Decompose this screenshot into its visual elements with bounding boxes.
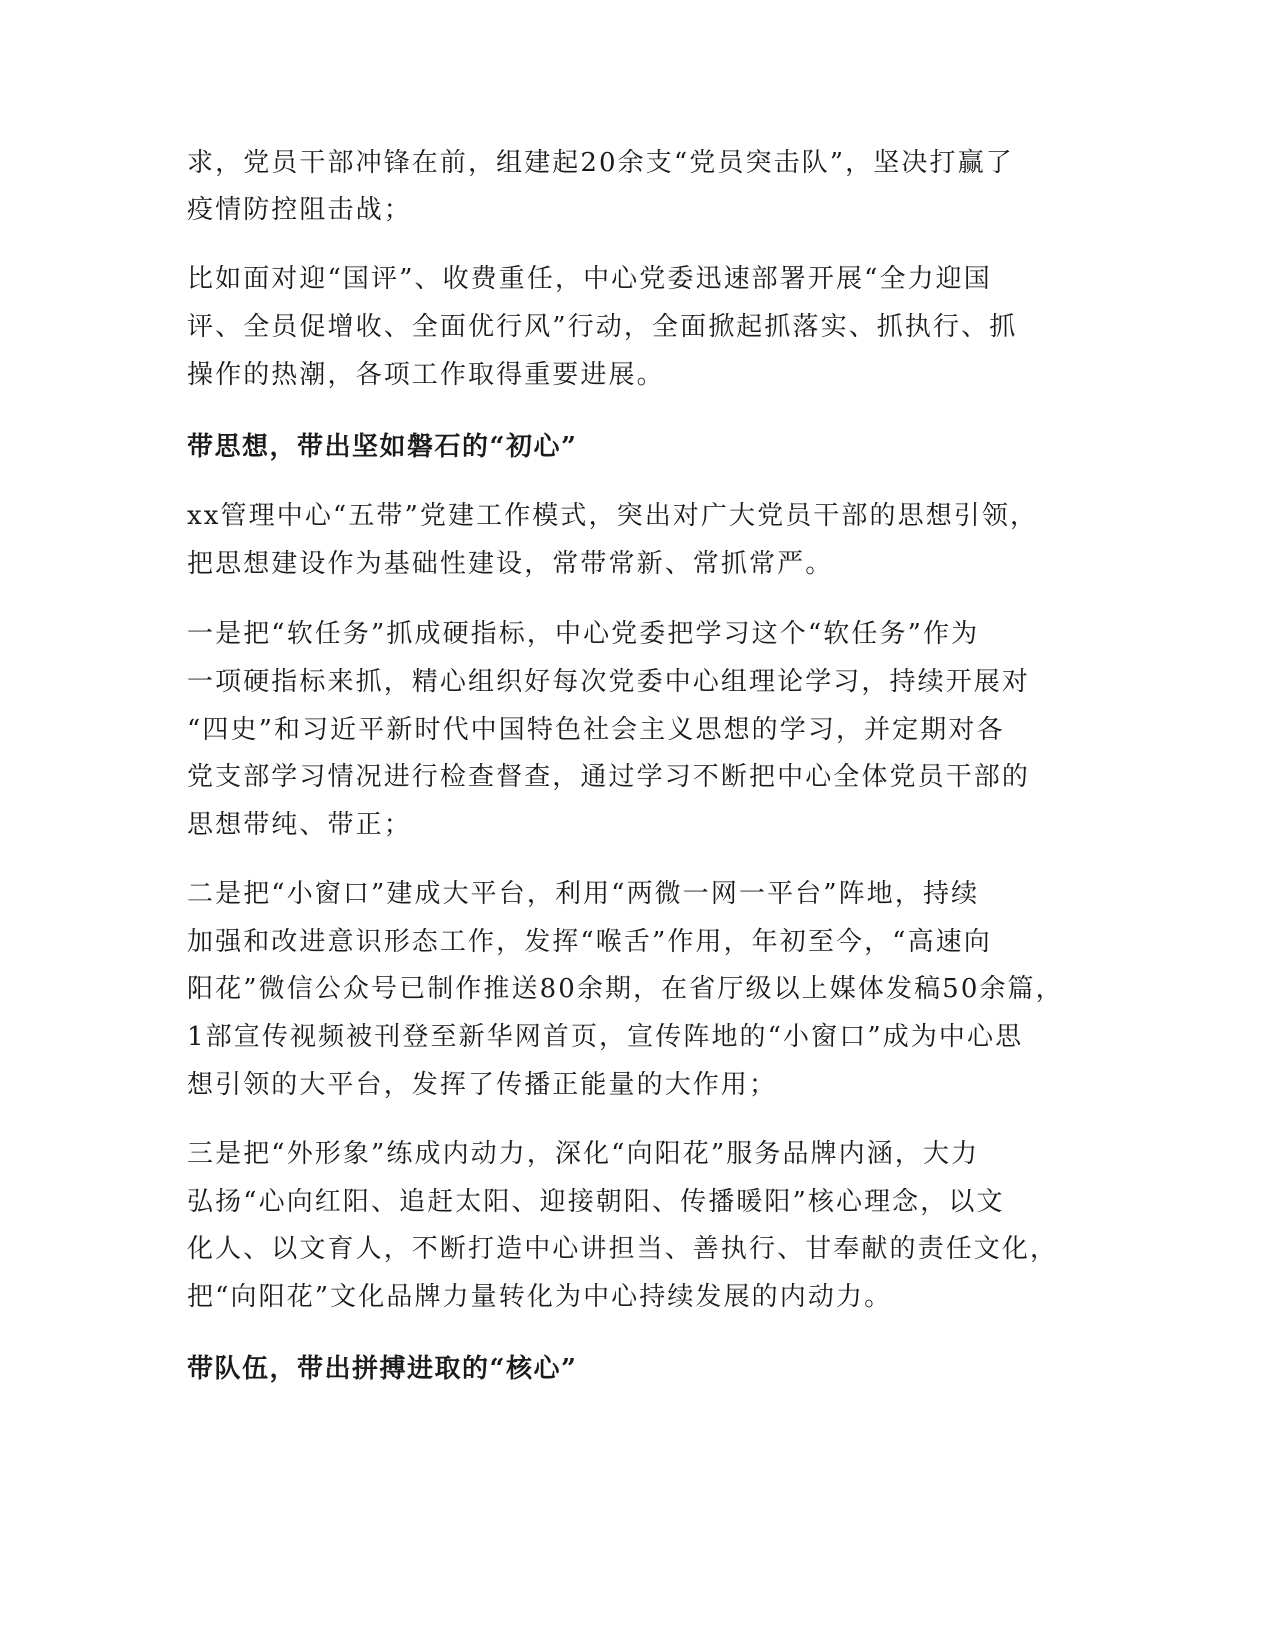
- paragraph-2-line-2: 评、全员促增收、全面优行风”行动，全面掀起抓落实、抓执行、抓: [187, 312, 1018, 342]
- paragraph-5-line-3: 阳花”微信公众号已制作推送80余期，在省厅级以上媒体发稿50余篇，: [187, 974, 1064, 1004]
- paragraph-3-line-1: xx管理中心“五带”党建工作模式，突出对广大党员干部的思想引领，: [187, 501, 1039, 531]
- paragraph-1-line-2: 疫情防控阻击战；: [187, 195, 412, 225]
- paragraph-5-line-2: 加强和改进意识形态工作，发挥“喉舌”作用，年初至今，“高速向: [187, 927, 992, 957]
- paragraph-4-line-2: 一项硬指标来抓，精心组织好每次党委中心组理论学习，持续开展对: [187, 667, 1031, 697]
- paragraph-4-line-1: 一是把“软任务”抓成硬指标，中心党委把学习这个“软任务”作为: [187, 619, 980, 649]
- paragraph-2-line-3: 操作的热潮，各项工作取得重要进展。: [187, 360, 665, 390]
- paragraph-1-line-1: 求，党员干部冲锋在前，组建起20余支“党员突击队”，坚决打赢了: [187, 148, 1014, 178]
- paragraph-2-line-1: 比如面对迎“国评”、收费重任，中心党委迅速部署开展“全力迎国: [187, 264, 992, 294]
- paragraph-6-line-1: 三是把“外形象”练成内动力，深化“向阳花”服务品牌内涵，大力: [187, 1139, 980, 1169]
- paragraph-4-line-4: 党支部学习情况进行检查督查，通过学习不断把中心全体党员干部的: [187, 762, 1031, 792]
- paragraph-5-line-5: 想引领的大平台，发挥了传播正能量的大作用；: [187, 1070, 778, 1100]
- paragraph-4-line-3: “四史”和习近平新时代中国特色社会主义思想的学习，并定期对各: [187, 715, 1005, 745]
- paragraph-6-line-3: 化人、以文育人，不断打造中心讲担当、善执行、甘奉献的责任文化，: [187, 1234, 1059, 1264]
- paragraph-3-line-2: 把思想建设作为基础性建设，常带常新、常抓常严。: [187, 549, 834, 579]
- paragraph-6-line-4: 把“向阳花”文化品牌力量转化为中心持续发展的内动力。: [187, 1282, 893, 1312]
- paragraph-5-line-4: 1部宣传视频被刊登至新华网首页，宣传阵地的“小窗口”成为中心思: [187, 1022, 1024, 1052]
- section-heading-thought: 带思想，带出坚如磐石的“初心”: [187, 432, 578, 462]
- paragraph-4-line-5: 思想带纯、带正；: [187, 810, 412, 840]
- section-heading-team: 带队伍，带出拼搏进取的“核心”: [187, 1354, 578, 1384]
- paragraph-6-line-2: 弘扬“心向红阳、追赶太阳、迎接朝阳、传播暖阳”核心理念，以文: [187, 1187, 1005, 1217]
- paragraph-5-line-1: 二是把“小窗口”建成大平台，利用“两微一网一平台”阵地，持续: [187, 879, 980, 909]
